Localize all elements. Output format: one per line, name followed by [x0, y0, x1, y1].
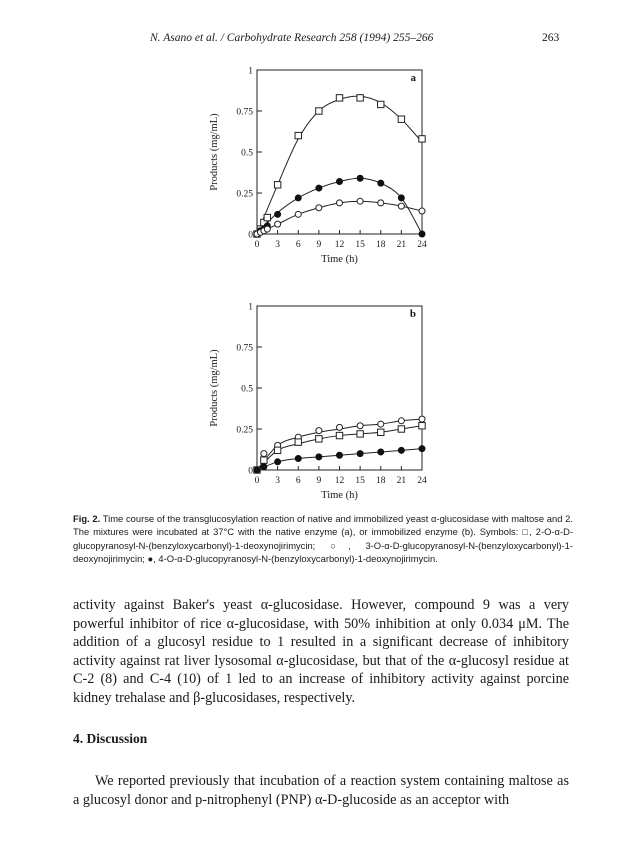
data-point-open-circle	[295, 211, 301, 217]
x-tick-label: 12	[334, 476, 345, 486]
data-point-square	[357, 95, 363, 101]
data-point-filled-circle	[295, 456, 301, 462]
y-tick-label: 0	[248, 230, 253, 241]
x-tick-label: 18	[376, 476, 386, 486]
x-tick-label: 0	[254, 240, 260, 250]
data-point-square	[336, 95, 342, 101]
x-tick-label: 9	[316, 240, 322, 250]
y-tick-label: 0.25	[236, 425, 253, 436]
x-tick-label: 0	[254, 476, 260, 486]
data-point-open-circle	[378, 421, 384, 427]
data-point-square	[378, 101, 384, 107]
body-paragraph-1: activity against Baker's yeast α-glucosidase. However, compound 9 was a very powerful inhibitor of rice α-glucosidase, with 50% inhibition at only 0.034 μM. The addition of a glucosyl residue to 1 resulted in a significant decrease of inhibitory activity against rat liver lysosomal α-glucosidase, but that of the α-glucosyl residue at C-2 (8) and C-4 (10) of 1 led to an increase of inhibitory activity against porcine kidney trehalase and β-glucosidases, respectively.	[73, 597, 569, 706]
data-point-filled-circle	[398, 195, 404, 201]
data-point-open-circle	[357, 198, 363, 204]
data-point-filled-circle	[419, 231, 425, 237]
y-tick-label: 0.25	[236, 189, 253, 200]
data-point-filled-circle	[337, 452, 343, 458]
x-axis-label: Time (h)	[321, 490, 358, 501]
figure-caption-text: Time course of the transglucosylation reaction of native and immobilized yeast α-glucosidase with maltose and 2. The mixtures were incubated at 37°C with the native enzyme (a), or immobilized enzyme (b). Symbols: □, 2-O-α-D-glucopyranosyl-N-(benzyloxycarbonyl)-1-deoxynojirimycin; ○, 3-O-α-D-glucopyranosyl-N-(benzyloxycarbonyl)-1-deoxynojirimycin; ●, 4-O-α-D-glucopyranosyl-N-(benzyloxycarbonyl)-1-deoxynojirimycin.	[73, 513, 573, 564]
x-tick-label: 12	[334, 240, 345, 250]
x-tick-label: 6	[295, 476, 301, 486]
y-axis-label: Products (mg/mL)	[209, 113, 220, 191]
x-tick-label: 24	[417, 476, 427, 486]
data-point-filled-circle	[398, 447, 404, 453]
y-tick-label: 0.5	[241, 384, 253, 395]
figure-caption-label: Fig. 2.	[73, 513, 101, 524]
data-point-square	[398, 426, 404, 432]
data-point-square	[295, 439, 301, 445]
data-point-filled-circle	[254, 467, 260, 473]
y-tick-label: 1	[248, 66, 253, 77]
data-point-open-circle	[337, 424, 343, 430]
data-point-open-circle	[419, 416, 425, 422]
data-point-filled-circle	[275, 459, 281, 465]
plot-frame	[257, 306, 422, 470]
body-paragraph-2: We reported previously that incubation of a reaction system containing maltose as a glucosyl donor and p-nitrophenyl (PNP) α-D-glucoside as an acceptor with	[73, 773, 569, 808]
data-point-open-circle	[357, 423, 363, 429]
x-tick-label: 21	[396, 476, 407, 486]
panel-label: b	[409, 308, 416, 320]
data-point-square	[316, 108, 322, 114]
data-point-filled-circle	[261, 464, 267, 470]
data-point-open-circle	[261, 451, 267, 457]
x-tick-label: 3	[275, 476, 280, 486]
x-tick-label: 24	[417, 240, 427, 250]
data-point-square	[398, 116, 404, 122]
data-point-square	[357, 431, 363, 437]
data-point-square	[264, 214, 270, 220]
data-point-square	[336, 432, 342, 438]
data-point-filled-circle	[357, 451, 363, 457]
x-tick-label: 15	[355, 240, 365, 250]
data-point-filled-circle	[275, 211, 281, 217]
page-number: 263	[542, 32, 560, 44]
data-point-open-circle	[398, 418, 404, 424]
data-point-square	[295, 132, 301, 138]
fit-curve	[257, 96, 422, 234]
x-tick-label: 18	[376, 240, 386, 250]
data-point-filled-circle	[357, 175, 363, 181]
y-tick-label: 0.5	[241, 148, 253, 159]
y-tick-label: 1	[248, 302, 253, 313]
page-header	[0, 32, 624, 48]
figure-caption	[73, 512, 573, 565]
data-point-filled-circle	[337, 179, 343, 185]
x-tick-label: 6	[295, 240, 301, 250]
data-point-square	[378, 429, 384, 435]
data-point-square	[419, 136, 425, 142]
running-head: N. Asano et al. / Carbohydrate Research 258 (1994) 255–266	[150, 32, 434, 44]
y-axis-label: Products (mg/mL)	[209, 349, 220, 427]
data-point-filled-circle	[378, 449, 384, 455]
data-point-open-circle	[337, 200, 343, 206]
y-tick-label: 0.75	[236, 343, 253, 354]
panel-label: a	[410, 72, 416, 84]
data-point-open-circle	[316, 205, 322, 211]
chart-panel-a	[0, 60, 624, 282]
chart-panel-b	[0, 296, 624, 508]
x-tick-label: 15	[355, 476, 365, 486]
section-heading: 4. Discussion	[73, 731, 148, 746]
data-point-open-circle	[264, 226, 270, 232]
x-axis-label: Time (h)	[321, 254, 358, 265]
data-point-square	[274, 182, 280, 188]
x-tick-label: 21	[396, 240, 407, 250]
data-point-square	[274, 447, 280, 453]
data-point-filled-circle	[316, 185, 322, 191]
data-point-filled-circle	[419, 446, 425, 452]
data-point-square	[261, 457, 267, 463]
data-point-filled-circle	[295, 195, 301, 201]
data-point-filled-circle	[316, 454, 322, 460]
data-point-open-circle	[378, 200, 384, 206]
data-point-filled-circle	[378, 180, 384, 186]
data-point-square	[316, 436, 322, 442]
data-point-square	[419, 423, 425, 429]
x-tick-label: 9	[316, 476, 322, 486]
x-tick-label: 3	[275, 240, 280, 250]
y-tick-label: 0	[248, 466, 253, 477]
data-point-open-circle	[316, 428, 322, 434]
data-point-open-circle	[398, 203, 404, 209]
data-point-open-circle	[275, 221, 281, 227]
y-tick-label: 0.75	[236, 107, 253, 118]
data-point-open-circle	[419, 208, 425, 214]
